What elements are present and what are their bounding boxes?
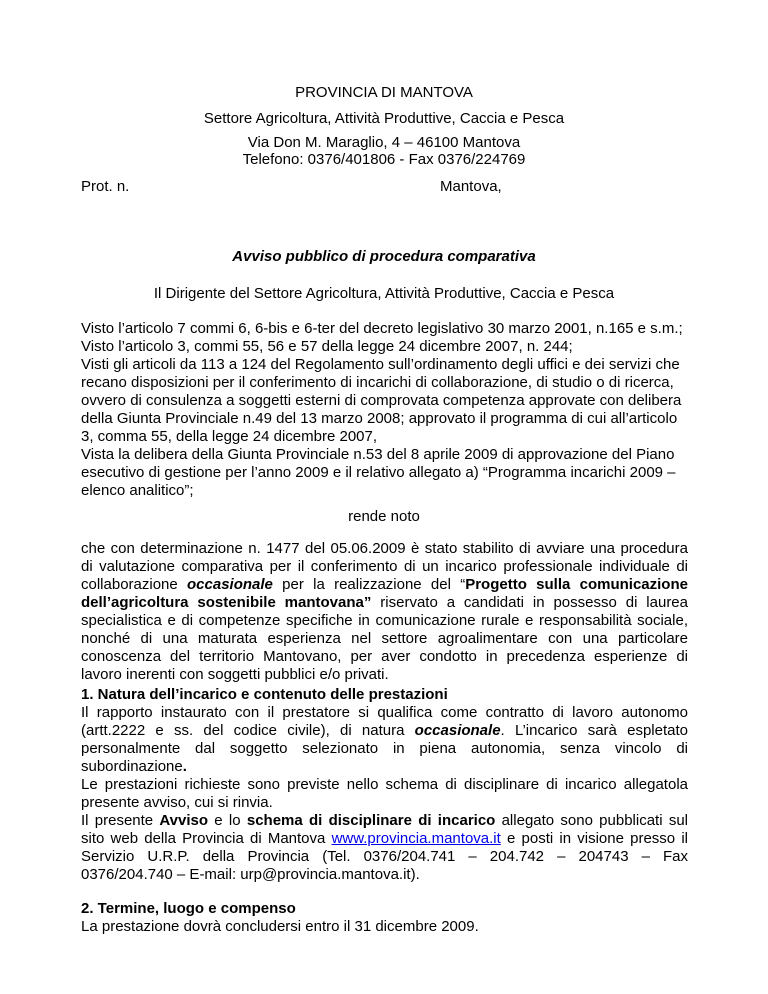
place-date: Mantova, (440, 178, 502, 195)
visti-line: 3, comma 55, della legge 24 dicembre 2007, (81, 428, 378, 445)
intro-line: conoscenza del territorio Mantovano, per aver condotto in precedenza esperienze di (81, 648, 688, 665)
visti-line: recano disposizioni per il conferimento di incarichi di collaborazione, di studio o di ricerca, (81, 374, 674, 391)
visti-line: della Giunta Provinciale n.49 del 13 marzo 2008; approvato il programma di cui all’articolo (81, 410, 678, 427)
rende-noto: rende noto (348, 508, 420, 525)
org-name: PROVINCIA DI MANTOVA (295, 84, 473, 101)
section-text: sito web della Provincia di Mantova (81, 830, 332, 847)
intro-text: collaborazione (81, 576, 188, 593)
visti-line: Vista la delibera della Giunta Provinciale n.53 del 8 aprile 2009 di approvazione del Piano (81, 446, 675, 463)
section-1-line: Servizio U.R.P. della Provincia (Tel. 0376/204.741 – 204.742 – 204743 – Fax (81, 848, 688, 865)
intro-line (81, 576, 688, 594)
section-1-line (81, 758, 688, 776)
visti-line: Visto l’articolo 3, commi 55, 56 e 57 della legge 24 dicembre 2007, n. 244; (81, 338, 573, 355)
intro-line: lavoro inerenti con soggetti pubblici e/o privati. (81, 666, 389, 683)
sector-name: Settore Agricoltura, Attività Produttive, Caccia e Pesca (203, 110, 565, 127)
section-1-line: 0376/204.740 – E-mail: urp@provincia.mantova.it). (81, 866, 420, 883)
section-1-line: personalmente dal soggetto selezionato in piena autonomia, senza vincolo di (81, 740, 688, 757)
project-title: Progetto sulla comunicazione (465, 576, 688, 593)
visti-line: ovvero di consulenza a soggetti esterni di comprovata competenza approvate con delibera (81, 392, 682, 409)
section-2 (81, 900, 688, 936)
section-1-line: Il rapporto instaurato con il prestatore si qualifica come contratto di lavoro autonomo (81, 704, 688, 721)
address-line: Via Don M. Maraglio, 4 – 46100 Mantova (247, 134, 521, 151)
occasionale-emphasis: occasionale (414, 722, 501, 739)
section-text: subordinazione (81, 758, 183, 775)
section-2-heading: 2. Termine, luogo e compenso (81, 900, 296, 917)
section-1-line: presente avviso, cui si rinvia. (81, 794, 273, 811)
section-1-line (81, 812, 688, 830)
section-1-line: Le prestazioni richieste sono previste nello schema di disciplinare di incarico allegatola (81, 776, 688, 793)
section-1 (81, 686, 688, 884)
director-line: Il Dirigente del Settore Agricoltura, Attività Produttive, Caccia e Pesca (153, 285, 615, 302)
intro-line (81, 594, 688, 612)
protocol-label: Prot. n. (81, 178, 130, 195)
occasionale-emphasis: occasionale (187, 576, 273, 593)
intro-line: che con determinazione n. 1477 del 05.06.2009 è stato stabilito di avviare una procedura (81, 540, 688, 557)
intro-line: nonché di una maturata esperienza nel settore agroalimentare con una particolare (81, 630, 688, 647)
disciplinare-emphasis: schema di disciplinare di incarico (246, 812, 496, 829)
section-text: . (182, 758, 187, 775)
intro-line: specialistica e di competenze specifiche in comunicazione rurale e responsabilità sociale, (81, 612, 688, 629)
section-text: allegato sono pubblicati sul (495, 812, 688, 829)
section-text: (artt.2222 e ss. del codice civile), di natura (81, 722, 415, 739)
section-1-line (81, 722, 688, 740)
visti-line: Visto l’articolo 7 commi 6, 6-bis e 6-ter del decreto legislativo 30 marzo 2001, n.165 e s.m.; (81, 320, 683, 337)
visti-line: elenco analitico”; (81, 482, 194, 499)
section-1-line (81, 830, 688, 848)
visti-line: esecutivo di gestione per l’anno 2009 e il relativo allegato a) “Programma incarichi 2009 – (81, 464, 676, 481)
intro-text: riservato a candidati in possesso di laurea (371, 594, 688, 611)
provincia-website-link[interactable]: www.provincia.mantova.it (331, 830, 501, 847)
section-1-heading: 1. Natura dell’incarico e contenuto delle prestazioni (81, 686, 448, 703)
intro-line: di valutazione comparativa per il conferimento di un incarico professionale individuale di (81, 558, 688, 575)
phone-line: Telefono: 0376/401806 - Fax 0376/224769 (242, 151, 526, 168)
avviso-emphasis: Avviso (159, 812, 209, 829)
section-2-line: La prestazione dovrà concludersi entro il 31 dicembre 2009. (81, 918, 479, 935)
section-text: . L’incarico sarà espletato (500, 722, 689, 739)
section-text: e posti in visione presso il (500, 830, 688, 847)
visti-line: Visti gli articoli da 113 a 124 del Regolamento sull’ordinamento degli uffici e dei servizi che (81, 356, 680, 373)
visti-block (81, 320, 688, 500)
section-text: Il presente (81, 812, 160, 829)
section-text: e lo (208, 812, 247, 829)
intro-paragraph (81, 540, 688, 684)
project-title: dell’agricoltura sostenibile mantovana” (81, 594, 372, 611)
intro-text: per la realizzazione del “ (272, 576, 466, 593)
notice-title: Avviso pubblico di procedura comparativa (232, 248, 536, 265)
